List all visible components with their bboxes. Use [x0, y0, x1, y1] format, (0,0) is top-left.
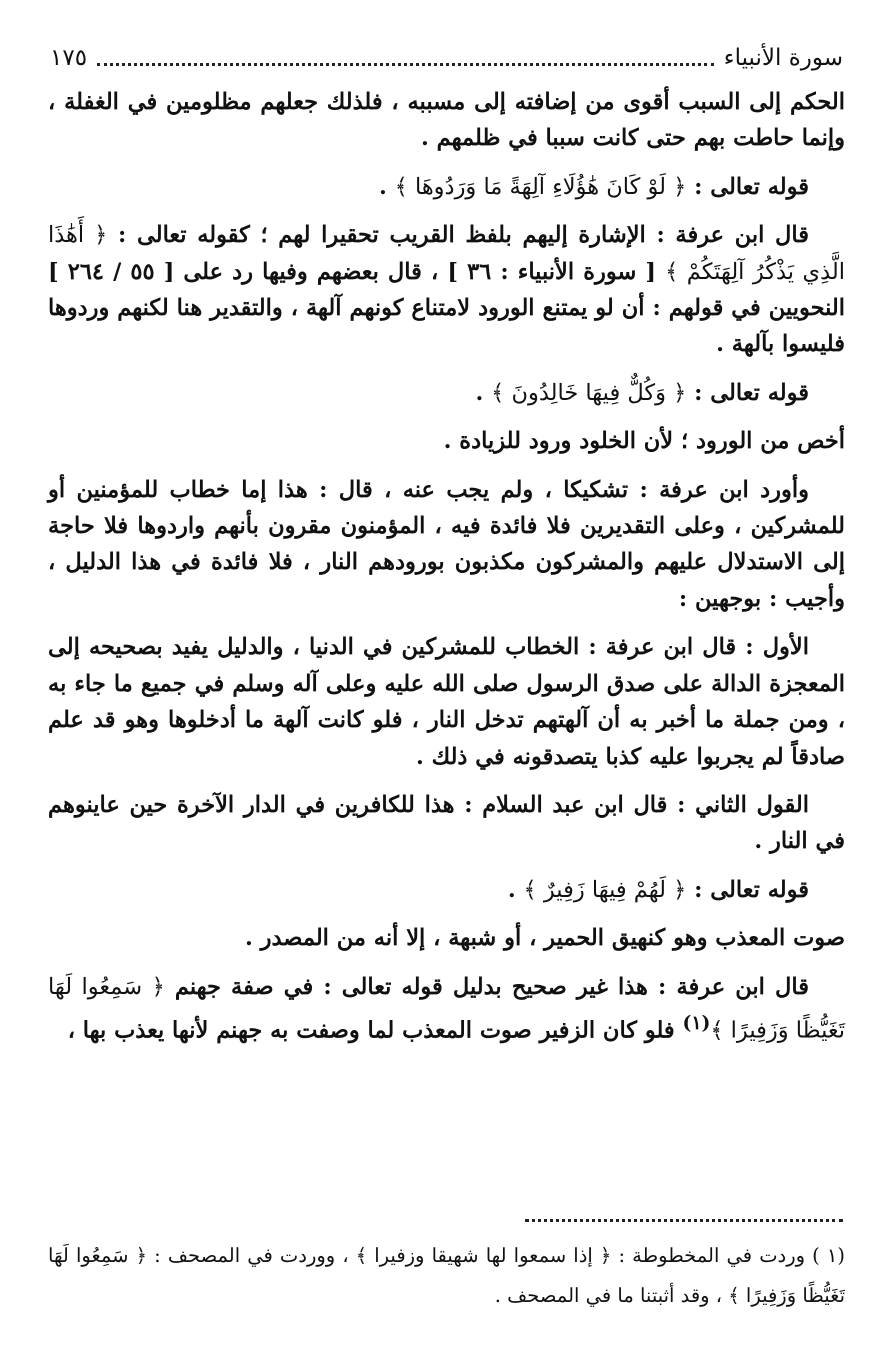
main-text	[48, 84, 845, 1061]
footnote-text: (١ ) وردت في المخطوطة : ﴿ إذا سمعوا لها شهيقا وزفيرا ﴾ ، ووردت في المصحف : ﴿ سَمِعُوا لَهَا تَغَيُّظًا وَزَفِيرًا ﴾ ، وقد أثبتنا ما في المصحف .	[48, 1244, 845, 1307]
quran-verse: ﴿ سَمِعُوا لَهَا تَغَيُّظًا وَزَفِيرًا ﴾	[48, 1244, 845, 1307]
footnote-marker: (١)	[682, 1011, 711, 1034]
paragraph: أخص من الورود ؛ لأن الخلود ورود للزيادة .	[443, 428, 845, 455]
quran-verse: ﴿ لَوْ كَانَ هَٰؤُلَاءِ آلِهَةً مَا وَرَدُوهَا ﴾	[394, 173, 687, 200]
header-dotted-leader	[97, 51, 714, 66]
page-number: ١٧٥	[50, 45, 88, 71]
quran-verse: ﴿ أَهَٰذَا الَّذِي يَذْكُرُ آلِهَتَكُمْ ﴾	[48, 222, 845, 285]
paragraph: قوله تعالى : ﴿ وَكُلٌّ فِيهَا خَالِدُونَ ﴾ .	[475, 379, 809, 406]
footnote-divider	[525, 1219, 843, 1222]
paragraph: وأورد ابن عرفة : تشكيكا ، ولم يجب عنه ، قال : هذا إما خطاب للمؤمنين أو للمشركين ، وعلى التقديرين فلا فائدة فيه ، المؤمنون مقرون بأنهم واردوها فلا حاجة إلى الاستدلال عليهم والمشركون مكذبون بورودهم النار ، فلا فائدة في هذا الدليل ، وأجيب : بوجهين :	[48, 476, 845, 612]
paragraph: قال ابن عرفة : هذا غير صحيح بدليل قوله تعالى : في صفة جهنم ﴿ سَمِعُوا لَهَا تَغَيُّظًا وَزَفِيرًا ﴾$^{(١)}$ فلو كان الزفير صوت المعذب لما وصفت به جهنم لأنها يعذب بها ،	[48, 973, 845, 1044]
paragraph: القول الثاني : قال ابن عبد السلام : هذا للكافرين في الدار الآخرة حين عاينوهم في النار .	[48, 791, 845, 855]
footnote	[48, 1236, 845, 1316]
quran-verse: ﴿ سَمِعُوا لَهَا تَغَيُّظًا وَزَفِيرًا ﴾	[48, 973, 845, 1044]
running-header	[50, 38, 843, 78]
paragraph: صوت المعذب وهو كنهيق الحمير ، أو شبهة ، إلا أنه من المصدر .	[244, 925, 845, 952]
quran-verse: ﴿ لَهُمْ فِيهَا زَفِيرٌ ﴾	[523, 876, 687, 903]
paragraph: الحكم إلى السبب أقوى من إضافته إلى مسببه ، فلذلك جعلهم مظلومين في الغفلة ، وإنما حاطت بهم حتى كانت سببا في ظلمهم .	[48, 89, 845, 152]
quran-verse: ﴿ وَكُلٌّ فِيهَا خَالِدُونَ ﴾	[491, 379, 687, 406]
surah-title: سورة الأنبياء	[723, 45, 843, 71]
paragraph: قوله تعالى : ﴿ لَوْ كَانَ هَٰؤُلَاءِ آلِهَةً مَا وَرَدُوهَا ﴾ .	[378, 173, 809, 200]
paragraph: قال ابن عرفة : الإشارة إليهم بلفظ القريب تحقيرا لهم ؛ كقوله تعالى : ﴿ أَهَٰذَا الَّذِي يَذْكُرُ آلِهَتَكُمْ ﴾ [ سورة الأنبياء : ٣٦ ] ، قال بعضهم وفيها رد على [ ٥٥ / ٢٦٤ ] النحويين في قولهم : أن لو يمتنع الورود لامتناع كونهم آلهة ، والتقدير هنا لكنهم وردوها فليسوا بآلهة .	[48, 222, 845, 358]
paragraph: الأول : قال ابن عرفة : الخطاب للمشركين في الدنيا ، والدليل يفيد بصحيحه إلى المعجزة الدالة على صدق الرسول صلى الله عليه وعلى آله وسلم في جميع ما جاء به ، ومن جملة ما أخبر به أن آلهتهم تدخل النار ، فلو كانت آلهة ما أدخلوها وهو قد علم صادقاً لم يجربوا عليه كذبا يتصدقونه في ذلك .	[48, 634, 845, 770]
paragraph: قوله تعالى : ﴿ لَهُمْ فِيهَا زَفِيرٌ ﴾ .	[507, 876, 809, 903]
